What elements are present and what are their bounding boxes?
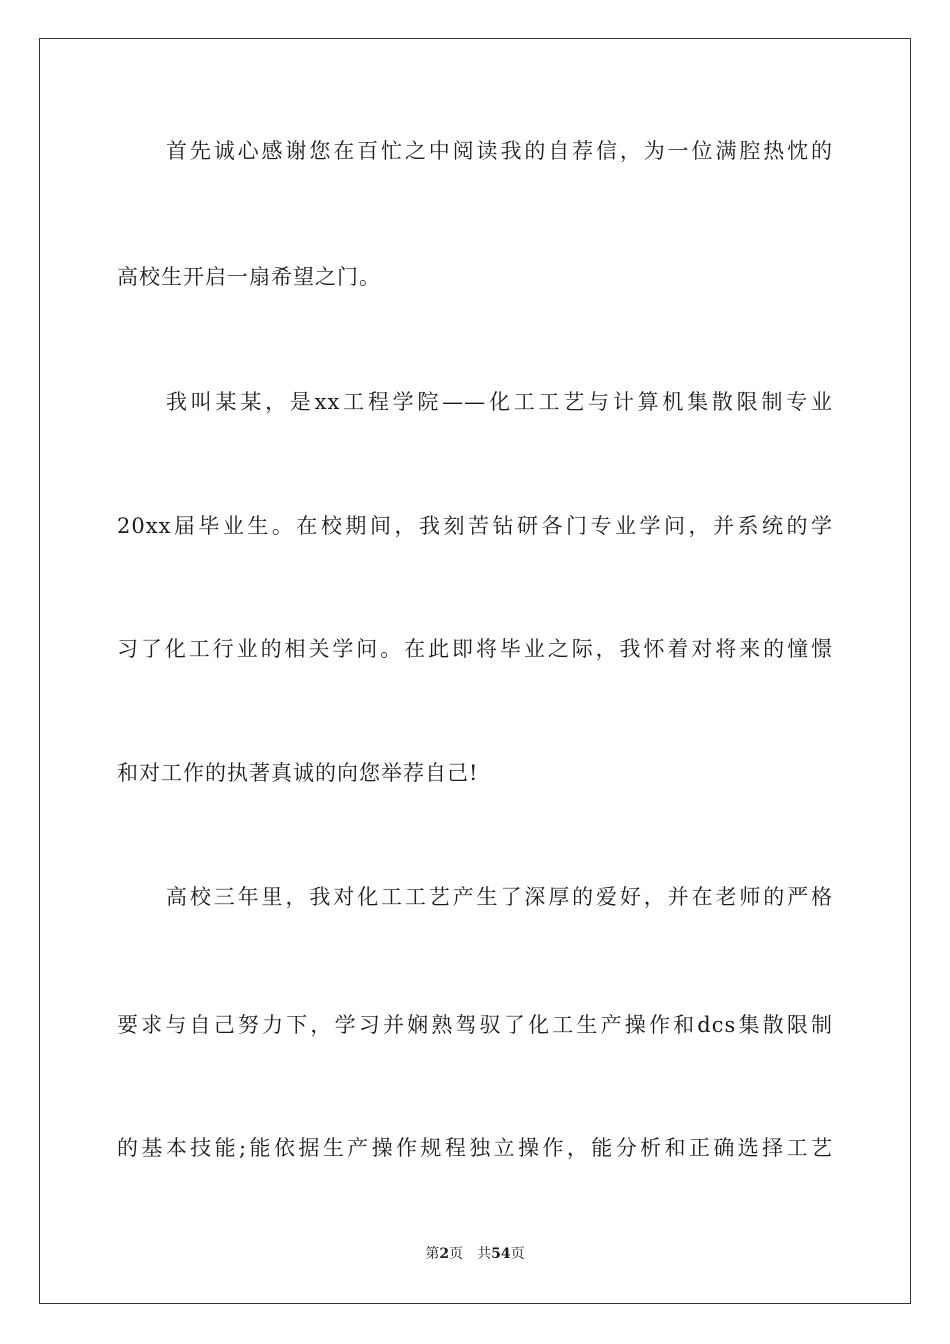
paragraph-3-line-2: 要求与自己努力下，学习并娴熟驾驭了化工生产操作和dcs集散限制 xyxy=(117,1013,833,1037)
page-prefix: 第 xyxy=(425,1246,440,1262)
paragraph-2-line-2: 20xx届毕业生。在校期间，我刻苦钻研各门专业学问，并系统的学 xyxy=(117,514,833,538)
total-suffix: 页 xyxy=(510,1246,525,1262)
page-border xyxy=(39,38,911,1304)
paragraph-2-line-3: 习了化工行业的相关学问。在此即将毕业之际，我怀着对将来的憧憬 xyxy=(117,637,833,661)
paragraph-3-line-1: 高校三年里，我对化工工艺产生了深厚的爱好，并在老师的严格 xyxy=(166,885,833,909)
page-suffix: 页 xyxy=(449,1246,464,1262)
paragraph-2-line-1: 我叫某某，是xx工程学院——化工工艺与计算机集散限制专业 xyxy=(166,390,833,414)
paragraph-3-line-3: 的基本技能;能依据生产操作规程独立操作，能分析和正确选择工艺 xyxy=(117,1136,833,1160)
total-prefix: 共 xyxy=(477,1246,492,1262)
paragraph-2-line-4: 和对工作的执著真诚的向您举荐自己! xyxy=(117,761,479,785)
page-footer xyxy=(0,1244,950,1264)
current-page-number: 2 xyxy=(439,1246,450,1262)
total-page-number: 54 xyxy=(491,1246,511,1262)
paragraph-1-line-1: 首先诚心感谢您在百忙之中阅读我的自荐信，为一位满腔热忱的 xyxy=(166,139,833,163)
paragraph-1-line-2: 高校生开启一扇希望之门。 xyxy=(117,265,381,289)
